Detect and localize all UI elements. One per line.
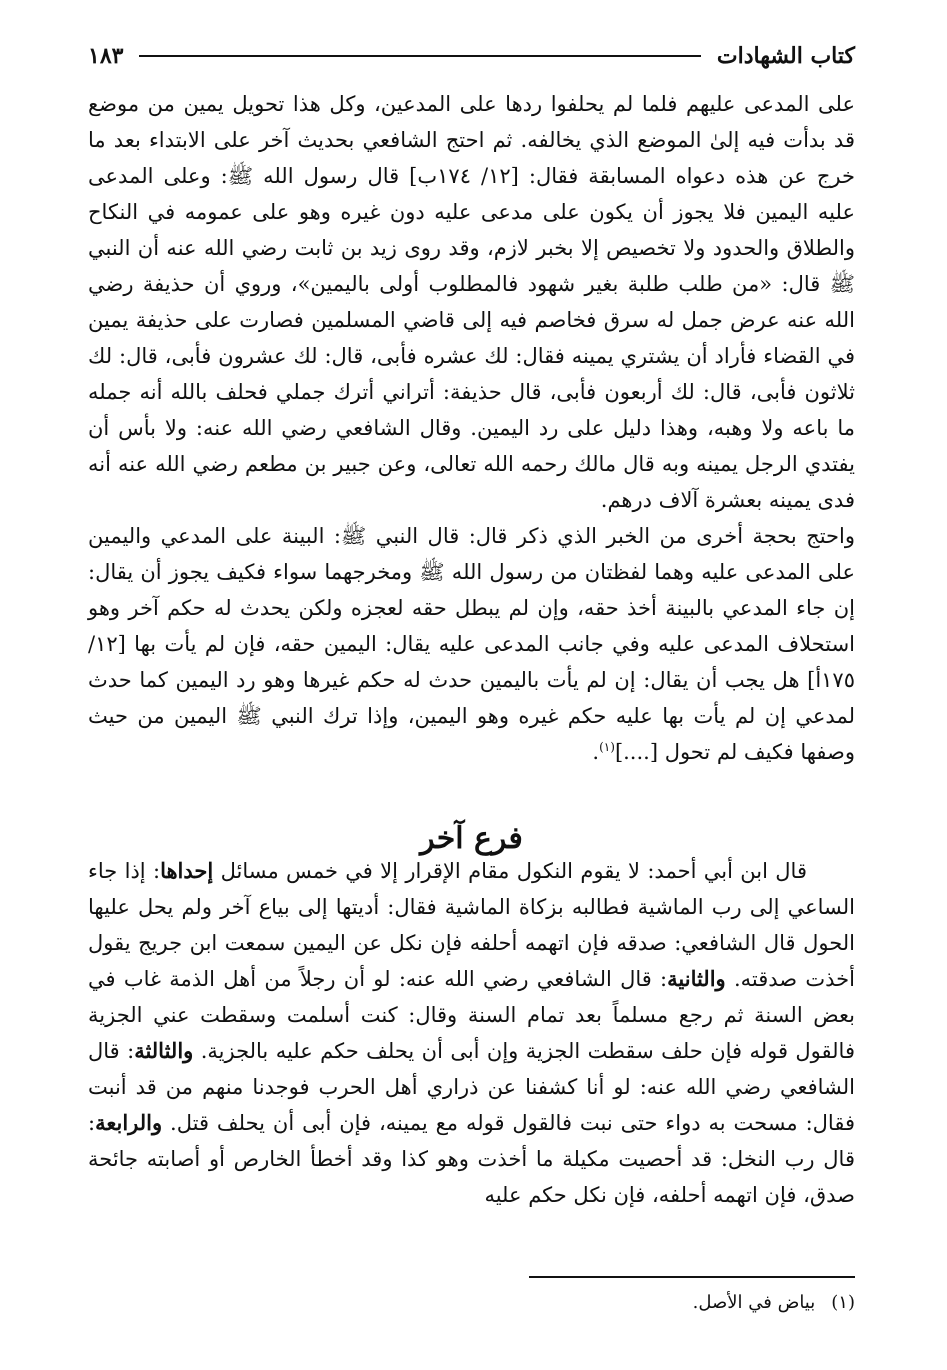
paragraph-2-text: واحتج بحجة أخرى من الخبر الذي ذكر قال: قال النبي ﷺ: البينة على المدعي واليمين على المدعى عليه وهما لفظتان من رسول الله ﷺ ومخرجهما سواء فكيف يجوز أن يقال: إن جاء المدعي بالبينة أخذ حقه، وإن لم يبطل حقه لعجزه ولكن يحدث له حكم آخر وهو استحلاف المدعى عليه وفي جانب المدعى عليه يقال: اليمين حقه، فإن لم يأت بها [١٢/ ١٧٥أ] هل يجب أن يقال: إن لم يأت باليمين حدث له حكم غيرها وهو رد اليمين كما حدث لمدعي إن لم يأت بها عليه حكم غيره وهو اليمين، وإذا ترك النبي ﷺ اليمين من حيث وصفها فكيف لم تحول [....] bbox=[88, 524, 855, 764]
item-1-text: : إذا جاء الساعي إلى رب الماشية فطالبه بزكاة الماشية فقال: أديتها إلى بياع آخر ولم يحل عليها الحول قال الشافعي: صدقه فإن اتهمه أحلفه فإن نكل عن اليمين سمعت ابن جريج يقول أخذت صدقته. bbox=[88, 859, 856, 991]
item-4-text: : قال رب النخل: قد أحصيت مكيلة ما أخذت وهو كذا وقد أخطأ الخارص أو أصابته جائحة صدق، فإن اتهمه أحلفه، فإن نكل حكم عليه bbox=[88, 1111, 855, 1207]
section-heading: فرع آخر bbox=[420, 821, 523, 856]
page-number: ١٨٣ bbox=[88, 43, 124, 69]
item-1-label: إحداها bbox=[160, 858, 214, 883]
book-title: كتاب الشهادات bbox=[716, 43, 855, 69]
closing-period: . bbox=[592, 740, 600, 764]
header-rule bbox=[139, 55, 700, 57]
item-2-text: : قال الشافعي رضي الله عنه: لو أن رجلاً من أهل الذمة غاب في بعض السنة ثم رجع مسلماً بعد تمام السنة وقال: كنت أسلمت وسقطت عني الجزية فالقول قوله فإن حلف سقطت الجزية وإن أبى أن يحلف حكم عليه بالجزية. bbox=[88, 967, 855, 1063]
footnote-marker: (١) bbox=[599, 740, 615, 754]
paragraph-2 bbox=[88, 518, 855, 770]
section-paragraph bbox=[88, 853, 855, 1213]
page-header bbox=[88, 36, 855, 76]
item-3-label: والثالثة bbox=[134, 1038, 194, 1063]
main-text bbox=[88, 86, 855, 770]
paragraph-1: على المدعى عليهم فلما لم يحلفوا ردها على المدعين، وكل هذا تحويل يمين من موضع قد بدأت فيه إلىٰ الموضع الذي يخالفه. ثم احتج الشافعي بحديث آخر على الابتداء بعد ما خرج عن هذه دعواه المسابقة فقال: [١٢/ ١٧٤ب] قال رسول الله ﷺ: وعلى المدعى عليه اليمين فلا يجوز أن يكون على مدعى عليه دون غيره وهو على عمومه في النكاح والطلاق والحدود ولا تخصيص إلا بخبر لازم، وقد روى زيد بن ثابت رضي الله عنه أن النبي ﷺ قال: «من طلب طلبة بغير شهود فالمطلوب أولى باليمين»، وروي أن حذيفة رضي الله عنه عرض جمل له سرق فخاصم فيه إلى قاضي المسلمين فصارت على حذيفة يمين في القضاء فأراد أن يشتري يمينه فقال: لك عشره فأبى، قال: لك عشرون فأبى، قال: لك ثلاثون فأبى، قال: لك أربعون فأبى، قال حذيفة: أتراني أترك جملي فحلف بالله أنه جمله ما باعه ولا وهبه، وهذا دليل على رد اليمين. وقال الشافعي رضي الله عنه: ولا بأس أن يفتدي الرجل يمينه وبه قال مالك رحمه الله تعالى، وعن جبير بن مطعم رضي الله عنه أنه فدى يمينه بعشرة آلاف درهم. bbox=[88, 92, 855, 512]
section-intro: قال ابن أبي أحمد: لا يقوم النكول مقام الإقرار إلا في خمس مسائل bbox=[213, 859, 807, 883]
footnote bbox=[88, 1288, 855, 1318]
footnote-number: (١) bbox=[831, 1292, 855, 1313]
footnote-text: بياض في الأصل. bbox=[692, 1292, 816, 1313]
item-4-label: والرابعة bbox=[95, 1110, 163, 1135]
section-text bbox=[88, 853, 855, 1213]
footnote-rule bbox=[529, 1276, 855, 1278]
item-3-text: : قال الشافعي رضي الله عنه: لو أنا كشفنا عن ذراري أهل الحرب فوجدنا منهم من قد أنبت فقال: مسحت به دواء حتى نبت فالقول قوله مع يمينه، فإن أبى أن يحلف قتل. bbox=[88, 1039, 856, 1135]
item-2-label: والثانية bbox=[667, 966, 726, 991]
